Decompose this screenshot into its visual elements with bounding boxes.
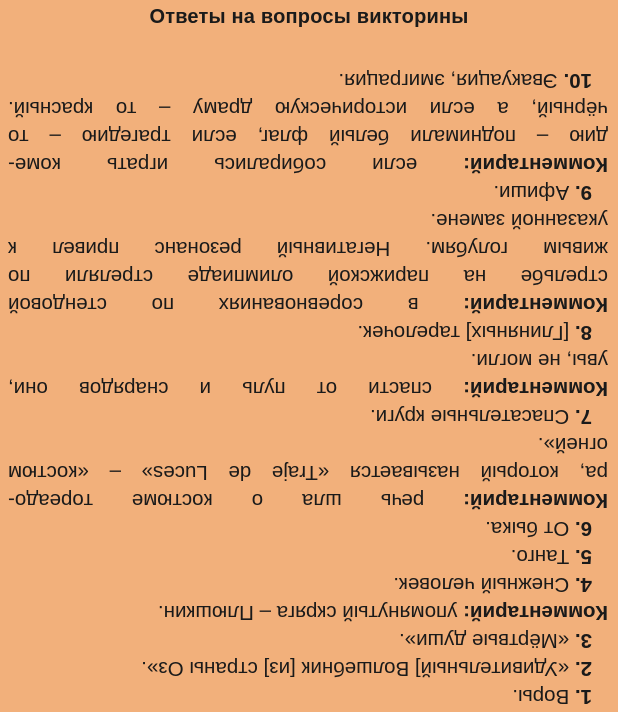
comment-line xyxy=(8,150,608,178)
answer-line xyxy=(8,682,608,710)
comment-line xyxy=(8,598,608,626)
comment-line xyxy=(8,486,608,514)
answer-text: стрельбе на парижской олимпиаде стреляли по xyxy=(8,265,608,288)
answer-line xyxy=(8,178,608,206)
answer-text: огней». xyxy=(537,433,608,456)
continuation-line xyxy=(8,206,608,234)
answer-number: 6. xyxy=(574,517,592,540)
answer-text: упомянутый скряга – Плюшкин. xyxy=(157,601,458,624)
answer-text: если собирались играть коме- xyxy=(8,153,418,176)
answer-text: чёрный, а если историческую драму – то красный. xyxy=(8,97,608,120)
comment-label: Комментарий: xyxy=(463,153,608,176)
continuation-line xyxy=(8,234,608,262)
answer-line xyxy=(8,66,608,94)
answer-number: 8. xyxy=(574,321,592,344)
continuation-line xyxy=(8,94,608,122)
answer-number: 5. xyxy=(574,545,592,568)
answer-text: увы, не могли. xyxy=(470,349,608,372)
answer-text: Спасательные круги. xyxy=(369,405,570,428)
answer-text: ра, который называется «Traje de Luces» – «костюм xyxy=(8,461,608,484)
answer-text: «Мёртвые души». xyxy=(399,629,570,652)
answer-text: живым голубям. Негативный резонанс привел к xyxy=(8,237,608,260)
answer-number: 1. xyxy=(574,685,592,708)
upside-down-answers-block xyxy=(0,36,618,712)
answer-number: 9. xyxy=(574,181,592,204)
answer-text: Афиши. xyxy=(493,181,570,204)
continuation-line xyxy=(8,262,608,290)
answer-text: «Удивительный] Волшебник [из] страны Оз». xyxy=(141,657,570,680)
comment-label: Комментарий: xyxy=(463,377,608,400)
answer-number: 2. xyxy=(574,657,592,680)
answer-number: 10. xyxy=(563,69,592,92)
answer-text: Снежный человек. xyxy=(393,573,570,596)
comment-label: Комментарий: xyxy=(463,293,608,316)
answer-text: спасти от пуль и снарядов они, xyxy=(8,377,433,400)
answer-text: Эвакуация, эмиграция. xyxy=(338,69,558,92)
answer-line xyxy=(8,654,608,682)
answer-line xyxy=(8,542,608,570)
comment-label: Комментарий: xyxy=(463,601,608,624)
answer-line xyxy=(8,514,608,542)
answer-line xyxy=(8,570,608,598)
answer-line xyxy=(8,626,608,654)
answer-text: Танго. xyxy=(510,545,570,568)
answer-line xyxy=(8,402,608,430)
answer-number: 4. xyxy=(574,573,592,596)
answer-text: в соревнованиях по стендовой xyxy=(8,293,419,316)
answer-text: указанной замене. xyxy=(430,209,608,232)
page-title: Ответы на вопросы викторины xyxy=(149,6,469,28)
answer-text: От быка. xyxy=(485,517,570,540)
answer-text: речь шла о костюме тореадо- xyxy=(8,489,425,512)
continuation-line xyxy=(8,430,608,458)
comment-line xyxy=(8,374,608,402)
answer-line xyxy=(8,318,608,346)
continuation-line xyxy=(8,346,608,374)
answer-text: дию – поднимали белый флаг, если трагедию – то xyxy=(8,125,608,148)
answer-number: 3. xyxy=(574,629,592,652)
continuation-line xyxy=(8,122,608,150)
comment-line xyxy=(8,290,608,318)
continuation-line xyxy=(8,458,608,486)
answer-text: [Глиняных] тарелочек. xyxy=(357,321,570,344)
comment-label: Комментарий: xyxy=(463,489,608,512)
answers-list xyxy=(8,66,608,710)
answer-number: 7. xyxy=(574,405,592,428)
answer-text: Воры. xyxy=(512,685,570,708)
